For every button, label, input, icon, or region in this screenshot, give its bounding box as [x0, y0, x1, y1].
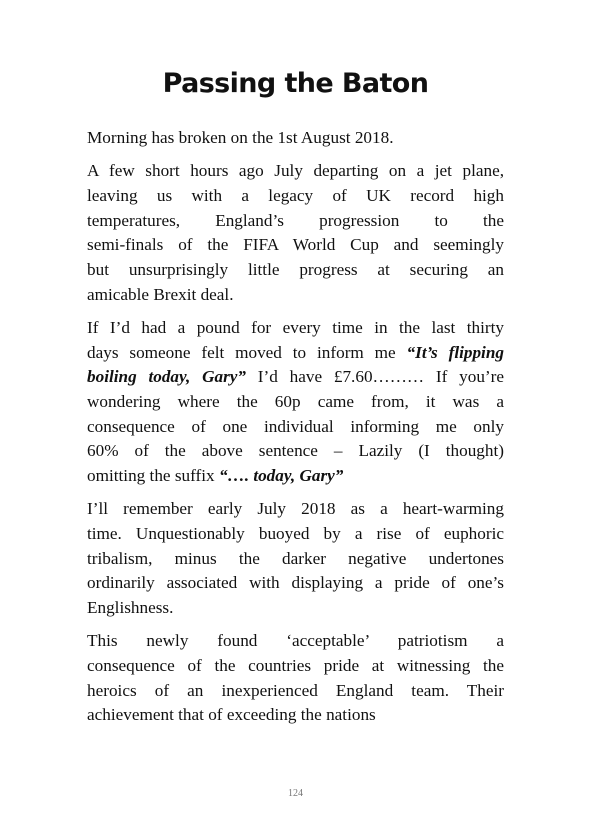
emphasized-quote: “…. today, Gary”	[218, 466, 344, 486]
text-line	[87, 209, 504, 234]
text-line	[87, 258, 504, 283]
line-text: tribalism, minus the darker negative undertones	[87, 548, 504, 568]
text-line	[87, 439, 504, 464]
paragraph	[87, 126, 504, 151]
text-line	[87, 365, 504, 390]
line-text: ordinarily associated with displaying a pride of one’s	[87, 573, 504, 593]
paragraph	[87, 629, 504, 728]
line-text: 60% of the above sentence – Lazily (I thought)	[87, 441, 504, 461]
page-number: 124	[288, 788, 303, 799]
paragraph	[87, 497, 504, 621]
text-line	[87, 654, 504, 679]
line-text: achievement that of exceeding the nations	[87, 705, 376, 725]
line-text: amicable Brexit deal.	[87, 284, 234, 304]
line-text: wondering where the 60p came from, it was a	[87, 392, 504, 412]
line-text: consequence of the countries pride at witnessing the	[87, 656, 504, 676]
line-text: days someone felt moved to inform me	[87, 342, 407, 362]
emphasized-quote: “It’s flipping	[406, 342, 504, 362]
line-text: Morning has broken on the 1st August 2018.	[87, 128, 394, 147]
body-text	[87, 126, 504, 737]
line-text: leaving us with a legacy of UK record high	[87, 185, 504, 205]
text-line	[87, 596, 504, 621]
line-text: I’d have £7.60……… If you’re	[246, 367, 504, 387]
text-line	[87, 497, 504, 522]
line-text: heroics of an inexperienced England team. Their	[87, 680, 504, 700]
text-line	[87, 233, 504, 258]
emphasized-quote: boiling today, Gary”	[87, 367, 247, 387]
text-line	[87, 184, 504, 209]
line-text: omitting the suffix	[87, 466, 219, 486]
page-title: Passing the Baton	[162, 68, 429, 99]
text-line	[87, 629, 504, 654]
text-line	[87, 283, 504, 308]
text-line	[87, 679, 504, 704]
line-text: semi-finals of the FIFA World Cup and seemingly	[87, 235, 504, 255]
text-line	[87, 126, 504, 151]
text-line	[87, 316, 504, 341]
text-line	[87, 522, 504, 547]
text-line	[87, 571, 504, 596]
text-line	[87, 159, 504, 184]
text-line	[87, 415, 504, 440]
text-line	[87, 390, 504, 415]
line-text: consequence of one individual informing me only	[87, 416, 504, 436]
line-text: This newly found ‘acceptable’ patriotism a	[87, 631, 504, 651]
line-text: Englishness.	[87, 598, 174, 618]
line-text: If I’d had a pound for every time in the last thirty	[87, 317, 504, 337]
paragraph	[87, 316, 504, 489]
text-line	[87, 547, 504, 572]
paragraph	[87, 159, 504, 307]
line-text: time. Unquestionably buoyed by a rise of euphoric	[87, 524, 504, 544]
line-text: but unsurprisingly little progress at securing an	[87, 260, 504, 280]
line-text: temperatures, England’s progression to the	[87, 210, 504, 230]
text-line	[87, 464, 504, 489]
text-line	[87, 703, 504, 728]
text-line	[87, 341, 504, 366]
line-text: I’ll remember early July 2018 as a heart-warming	[87, 499, 504, 519]
line-text: A few short hours ago July departing on a jet plane,	[87, 161, 504, 181]
